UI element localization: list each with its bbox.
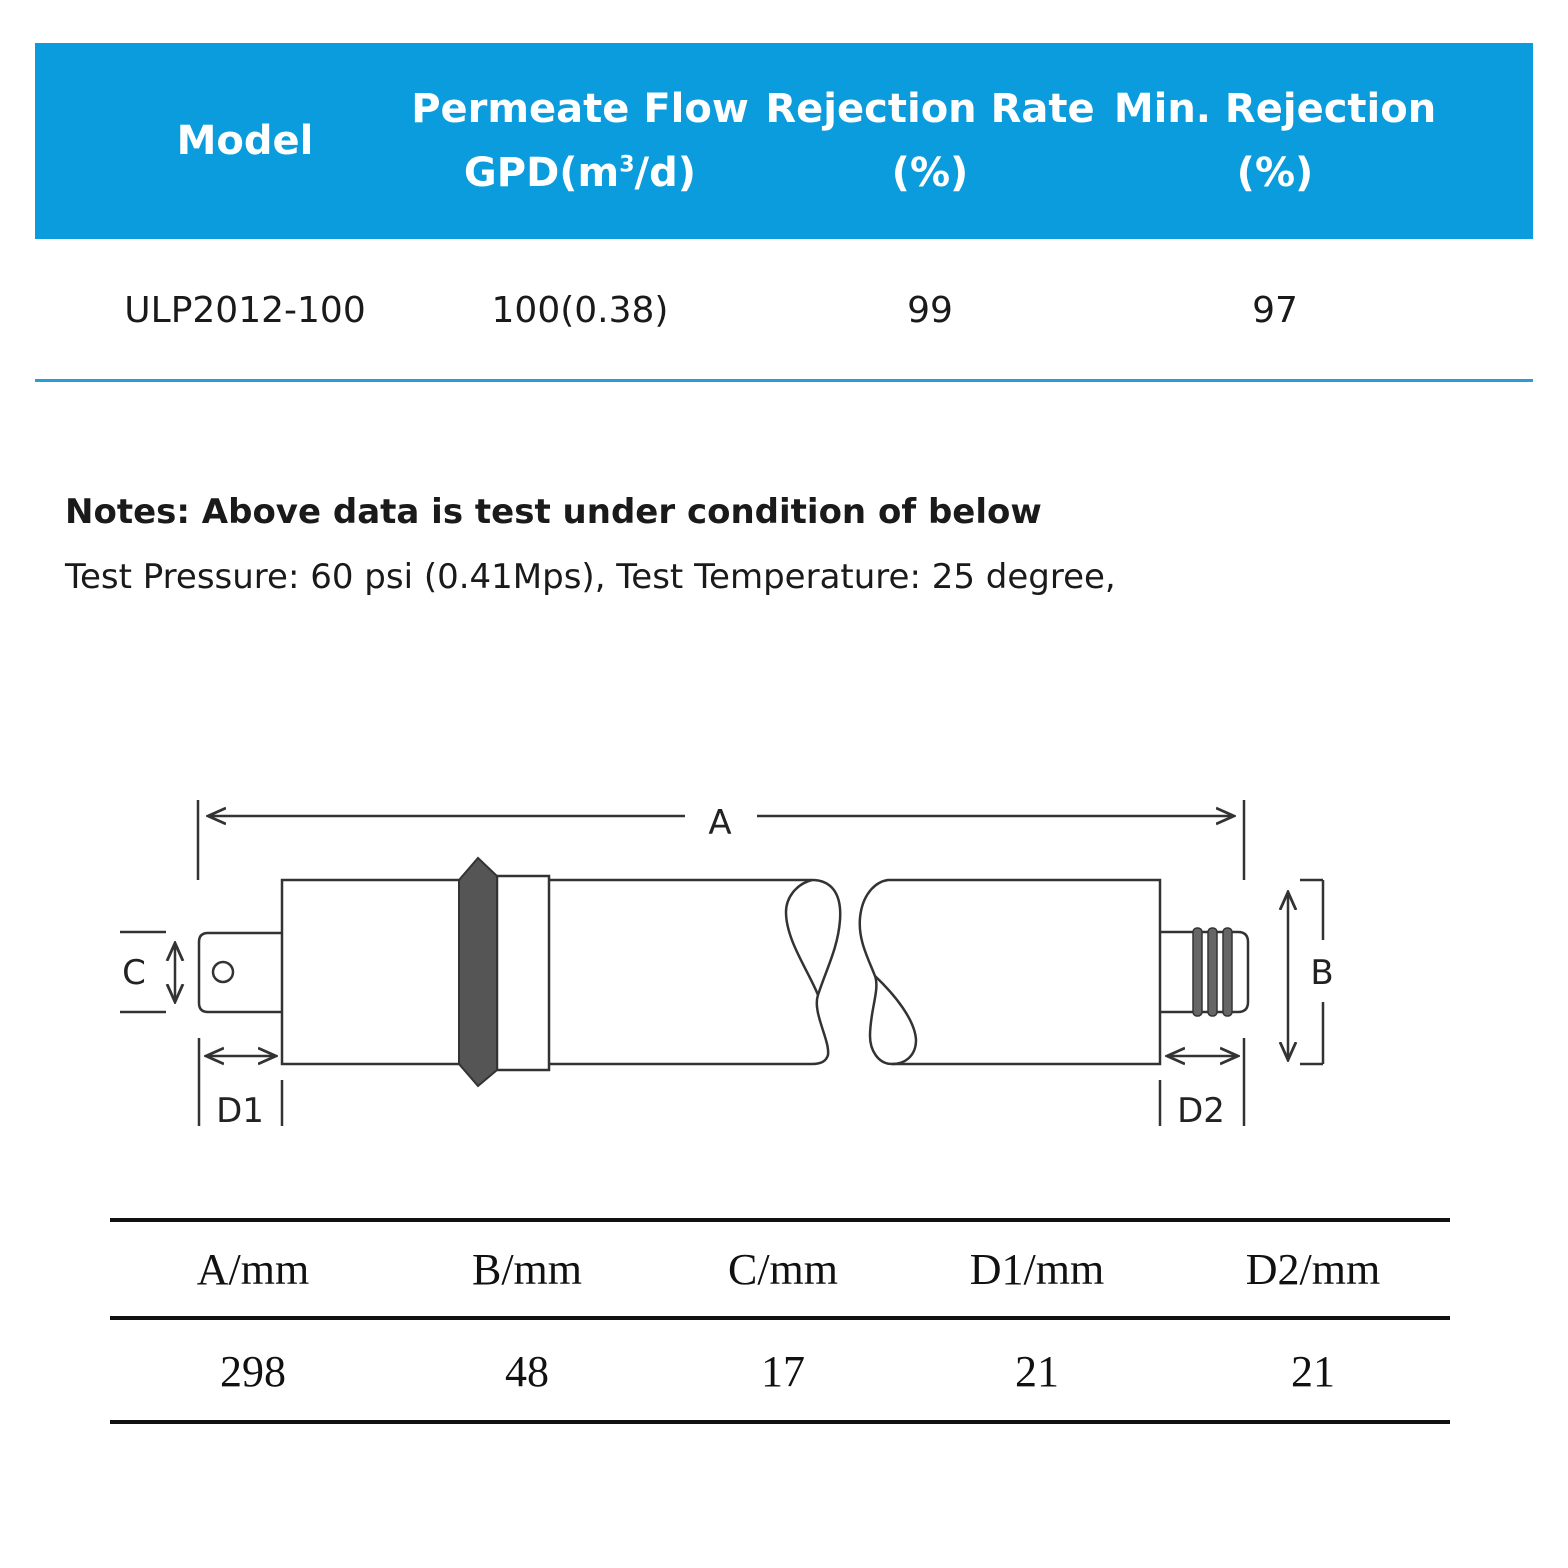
dim-header-b: B/mm bbox=[471, 1245, 583, 1294]
cell-model: ULP2012-100 bbox=[124, 289, 366, 331]
table-row bbox=[35, 239, 1533, 381]
break-curve-left bbox=[786, 880, 818, 995]
header-min-rejection-line1: Min. Rejection bbox=[1113, 86, 1437, 132]
dim-label-b: B bbox=[1310, 953, 1334, 993]
dim-label-d1: D1 bbox=[216, 1091, 264, 1131]
dim-header-c: C/mm bbox=[727, 1245, 839, 1294]
header-permeate-flow-line1: Permeate Flow bbox=[411, 86, 749, 132]
header-model bbox=[35, 43, 455, 239]
membrane-body-left-section bbox=[549, 880, 840, 1064]
header-permeate-flow-line2: $GPD(m^3/d)$ bbox=[463, 150, 697, 196]
header-rejection-rate-line2: (%) bbox=[891, 150, 969, 196]
dim-header-d2: D2/mm bbox=[1245, 1245, 1381, 1294]
cell-permeate-flow: 100(0.38) bbox=[491, 289, 669, 331]
dim-label-a: A bbox=[708, 803, 732, 843]
left-port-hole bbox=[213, 962, 233, 982]
dim-table-top-rule bbox=[110, 1218, 1450, 1222]
dim-table-mid-rule bbox=[110, 1316, 1450, 1320]
notes-title: Notes: Above data is test under condition of below bbox=[65, 492, 1042, 532]
brine-seal-ring bbox=[497, 876, 549, 1070]
brine-seal-dark bbox=[459, 858, 497, 1086]
dim-table-bottom-rule bbox=[110, 1420, 1450, 1424]
spec-table bbox=[35, 43, 1533, 331]
spec-table-bottom-rule bbox=[35, 379, 1533, 382]
dim-value-d1: 21 bbox=[1015, 1347, 1059, 1396]
break-curve-right bbox=[875, 976, 916, 1064]
dimensions-table bbox=[110, 1218, 1450, 1424]
dim-value-d2: 21 bbox=[1291, 1347, 1335, 1396]
header-model-label: Model bbox=[176, 118, 314, 164]
right-port-tube bbox=[1160, 932, 1248, 1012]
dim-value-b: 48 bbox=[505, 1347, 549, 1396]
membrane-dimension-drawing bbox=[0, 780, 1568, 1160]
dim-label-d2: D2 bbox=[1177, 1091, 1225, 1131]
dim-header-d1: D1/mm bbox=[969, 1245, 1105, 1294]
header-min-rejection bbox=[1113, 43, 1437, 239]
membrane-body-right-section bbox=[860, 880, 1160, 1064]
header-min-rejection-line2: (%) bbox=[1236, 150, 1314, 196]
o-rings bbox=[1193, 928, 1232, 1016]
dim-label-c: C bbox=[122, 953, 146, 993]
dim-value-a: 298 bbox=[220, 1347, 286, 1396]
cell-min-rejection: 97 bbox=[1252, 289, 1298, 331]
header-rejection-rate-line1: Rejection Rate bbox=[765, 86, 1095, 132]
header-permeate-flow bbox=[411, 43, 749, 239]
header-rejection-rate bbox=[765, 43, 1095, 239]
dim-value-c: 17 bbox=[761, 1347, 805, 1396]
notes-body: Test Pressure: 60 psi (0.41Mps), Test Temperature: 25 degree, bbox=[65, 557, 1116, 597]
spec-table-header bbox=[35, 43, 1533, 239]
cell-rejection-rate: 99 bbox=[907, 289, 953, 331]
membrane-body-left-end bbox=[282, 880, 459, 1064]
left-port-tube bbox=[199, 933, 282, 1012]
dim-header-a: A/mm bbox=[196, 1245, 310, 1294]
